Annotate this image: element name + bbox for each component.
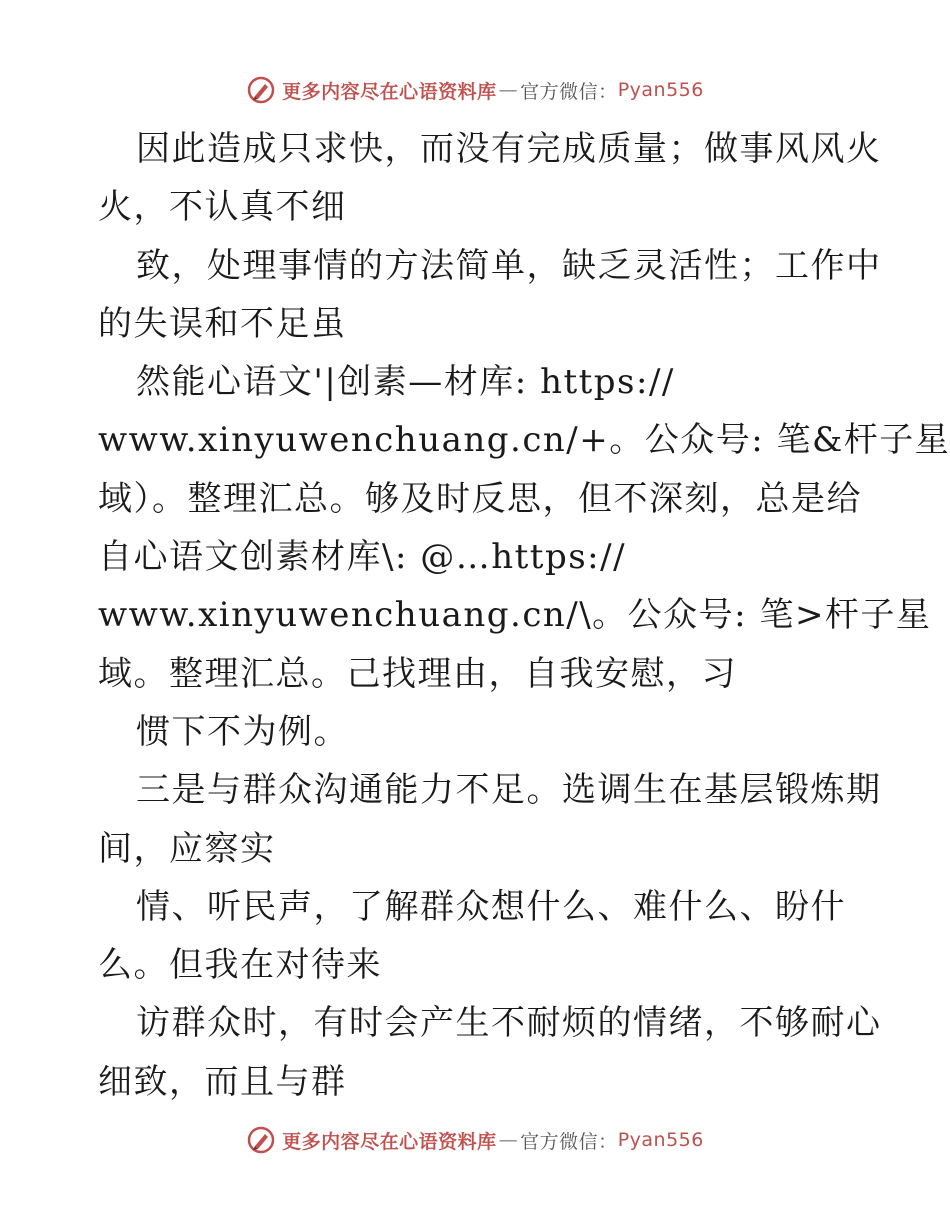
text-line: 因此造成只求快，而没有完成质量；做事风风火: [136, 129, 882, 169]
text-line: 情、听民声，了解群众想什么、难什么、盼什: [136, 886, 846, 927]
text-line: 域）。整理汇总。够及时反思，但不深刻，总是给: [98, 478, 862, 519]
text-line: 自心语文创素材库\: @…https://: [98, 537, 627, 578]
text-line: 么。但我在对待来: [98, 945, 382, 986]
text-line: www.xinyuwenchuang.cn/\。公众号: 笔>杆子星: [98, 595, 932, 636]
text-line: www.xinyuwenchuang.cn/+。公众号: 笔&杆子星: [98, 420, 950, 461]
footer-watermark: [0, 1120, 950, 1160]
text-line: 惯下不为例。: [136, 711, 349, 752]
watermark-wechat-label: 官方微信：: [520, 80, 618, 103]
text-line: 域。整理汇总。己找理由，自我安慰，习: [98, 653, 737, 694]
text-line: 访群众时，有时会产生不耐烦的情绪，不够耐心: [136, 1003, 882, 1044]
text-line: 致，处理事情的方法简单，缺乏灵活性；工作中: [136, 245, 882, 286]
pen-logo-icon: [246, 1125, 276, 1155]
watermark-dash: —: [498, 1129, 519, 1151]
text-line: 间，应察实: [98, 828, 276, 869]
text-line: 火，不认真不细: [98, 187, 347, 228]
watermark-main-text: 更多内容尽在心语资料库: [282, 80, 497, 103]
watermark-main-text: 更多内容尽在心语资料库: [282, 1130, 497, 1153]
header-watermark: [0, 70, 950, 110]
text-line: 然能心语文'|创素—材库: https://: [136, 362, 675, 403]
text-line: 细致，而且与群: [98, 1061, 347, 1102]
text-line: 三是与群众沟通能力不足。选调生在基层锻炼期: [136, 770, 882, 811]
watermark-wechat-id: Pyan556: [617, 1129, 704, 1151]
watermark-dash: —: [498, 79, 519, 101]
text-line: 的失误和不足虽: [98, 303, 347, 344]
document-body: [98, 120, 950, 1111]
watermark-wechat-id: Pyan556: [617, 79, 704, 101]
watermark-wechat-label: 官方微信：: [520, 1130, 618, 1153]
pen-logo-icon: [246, 75, 276, 105]
